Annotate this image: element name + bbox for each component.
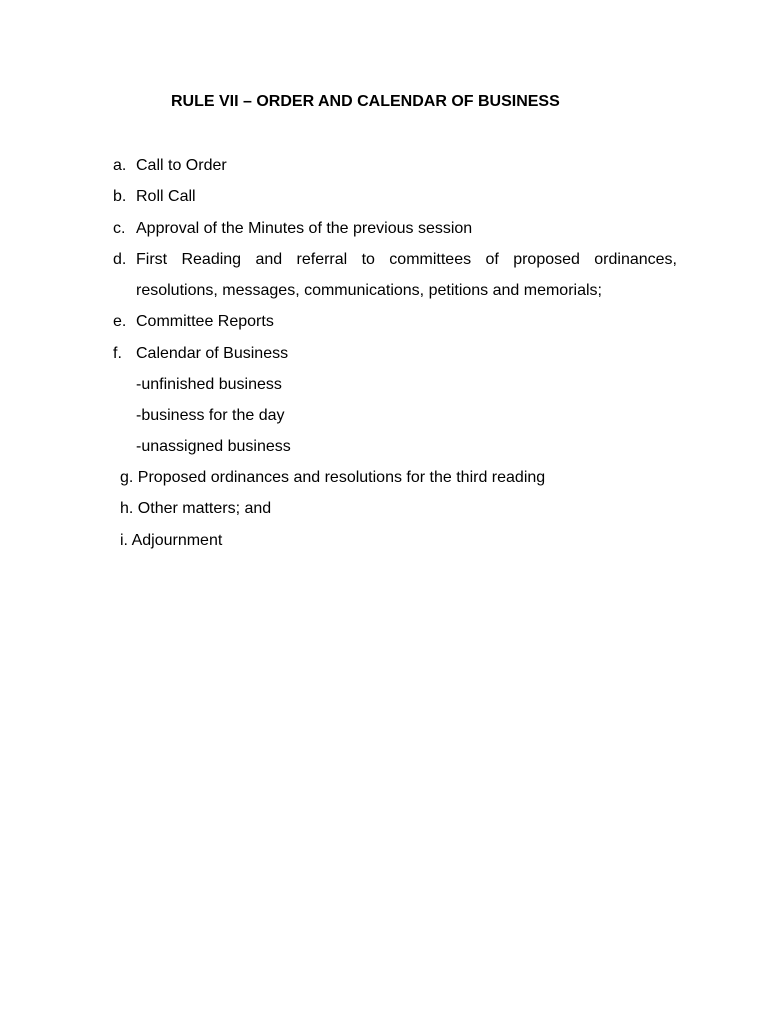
sub-item: -business for the day [136, 407, 285, 424]
list-item-text: Committee Reports [136, 313, 274, 330]
list-item-text: Other matters; and [137, 500, 272, 517]
list-item-continuation: resolutions, messages, communications, petitions and memorials; [136, 282, 602, 299]
list-marker: f. [113, 345, 122, 362]
list-item-text: Roll Call [136, 188, 196, 205]
list-marker: d. [113, 251, 127, 268]
list-marker: a. [113, 157, 127, 174]
list-marker: g. [120, 469, 134, 486]
sub-item: -unfinished business [136, 376, 282, 393]
list-item-text: Adjournment [131, 532, 223, 549]
list-marker: i. [120, 532, 128, 549]
list-marker: c. [113, 220, 126, 237]
list-item-text: First Reading and referral to committees of proposed ordinances, [136, 251, 677, 268]
list-item-text: Approval of the Minutes of the previous session [136, 220, 473, 237]
list-item [113, 187, 196, 207]
list-marker: b. [113, 188, 127, 205]
list-marker: h. [120, 500, 134, 517]
list-item [113, 219, 472, 239]
page-title: RULE VII – ORDER AND CALENDAR OF BUSINESS [171, 93, 560, 110]
list-marker: e. [113, 313, 127, 330]
list-item [120, 468, 545, 488]
list-item-text: Calendar of Business [136, 345, 289, 362]
list-item [113, 344, 288, 364]
list-item [113, 312, 274, 332]
list-item [113, 156, 227, 176]
list-item-text: Call to Order [136, 157, 227, 174]
list-item [120, 499, 271, 519]
list-item-text: Proposed ordinances and resolutions for the third reading [137, 469, 546, 486]
sub-item: -unassigned business [136, 438, 291, 455]
list-item [120, 531, 222, 551]
list-marker-row [113, 250, 126, 270]
